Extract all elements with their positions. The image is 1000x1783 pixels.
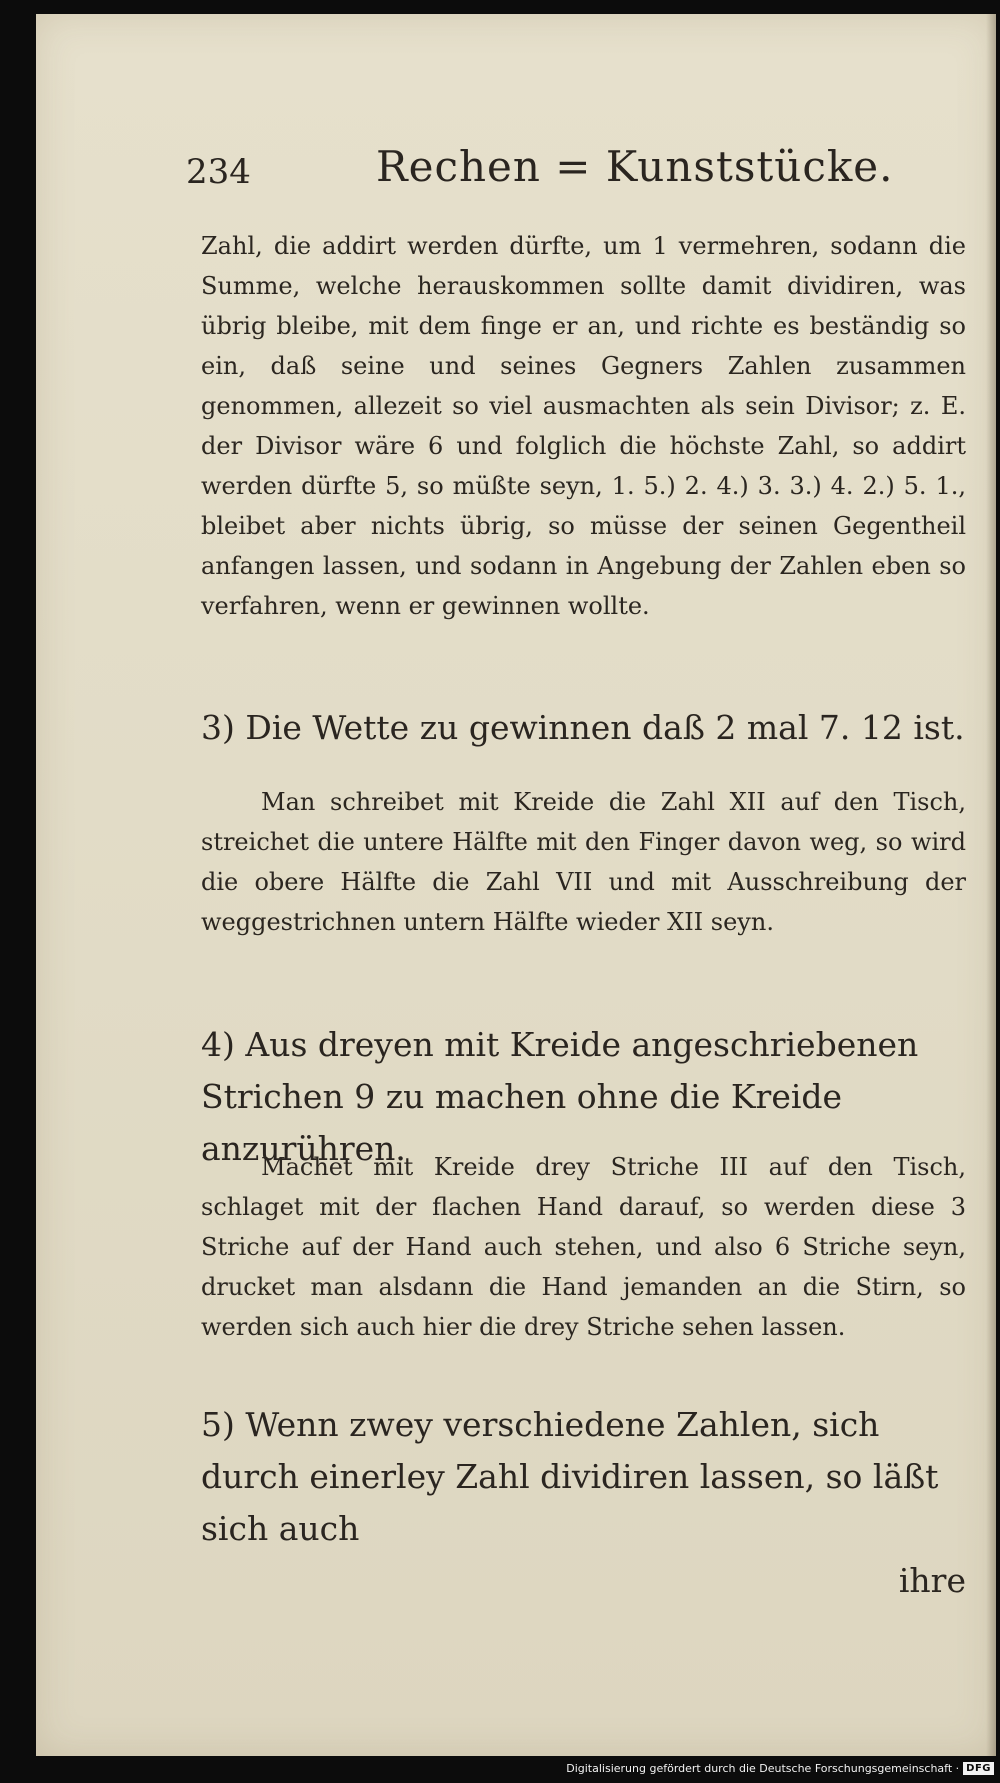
catchword: ihre [898, 1561, 966, 1600]
credit-text: Digitalisierung gefördert durch die Deutsche Forschungsgemeinschaft · [566, 1762, 960, 1775]
heading-text: 5) Wenn zwey verschiedene Zahlen, sich durch einerley Zahl dividiren lassen, so läßt sich auch [201, 1405, 939, 1548]
section-paragraph-4 [201, 1147, 966, 1347]
paragraph-text: Zahl, die addirt werden dürfte, um 1 vermehren, sodann die Summe, welche herauskommen sollte damit dividiren, was übrig bleibe, mit dem finge er an, und richte es beständig so ein, daß seine und seines Gegners Zahlen zusammen genommen, allezeit so viel ausmachten als sein Divisor; z. E. der Divisor wäre 6 und folglich die höchste Zahl, so addirt werden dürfte 5, so müßte seyn, 1. 5.) 2. 4.) 3. 3.) 4. 2.) 5. 1., bleibet aber nichts übrig, so müsse der seinen Gegentheil anfangen lassen, und sodann in Angebung der Zahlen eben so verfahren, wenn er gewinnen wollte. [201, 232, 966, 620]
paragraph-continuation [201, 226, 966, 626]
page-number: 234 [186, 152, 251, 192]
paragraph-text: Machet mit Kreide drey Striche III auf den Tisch, schlaget mit der flachen Hand darauf, so werden diese 3 Striche auf der Hand auch stehen, und also 6 Striche seyn, drucket man alsdann die Hand jemanden an die Stirn, so werden sich auch hier die drey Striche sehen lassen. [201, 1153, 966, 1341]
section-paragraph-3 [201, 782, 966, 942]
dfg-logo: DFG [963, 1762, 994, 1775]
section-heading-5 [201, 1399, 966, 1607]
heading-text: 4) Aus dreyen mit Kreide angeschriebenen Strichen 9 zu machen ohne die Kreide anzurühren. [201, 1025, 919, 1168]
page-header [186, 142, 946, 202]
running-title: Rechen = Kunststücke. [376, 142, 894, 191]
heading-text: 3) Die Wette zu gewinnen daß 2 mal 7. 12 ist. [201, 708, 965, 747]
section-heading-3 [201, 702, 966, 754]
page-edge-shadow [986, 14, 996, 1756]
book-page [36, 14, 996, 1756]
paragraph-text: Man schreibet mit Kreide die Zahl XII auf den Tisch, streichet die untere Hälfte mit den Finger davon weg, so wird die obere Hälfte die Zahl VII und mit Ausschreibung der weggestrichnen untern Hälfte wieder XII seyn. [201, 788, 966, 936]
digitization-credit [566, 1762, 994, 1775]
